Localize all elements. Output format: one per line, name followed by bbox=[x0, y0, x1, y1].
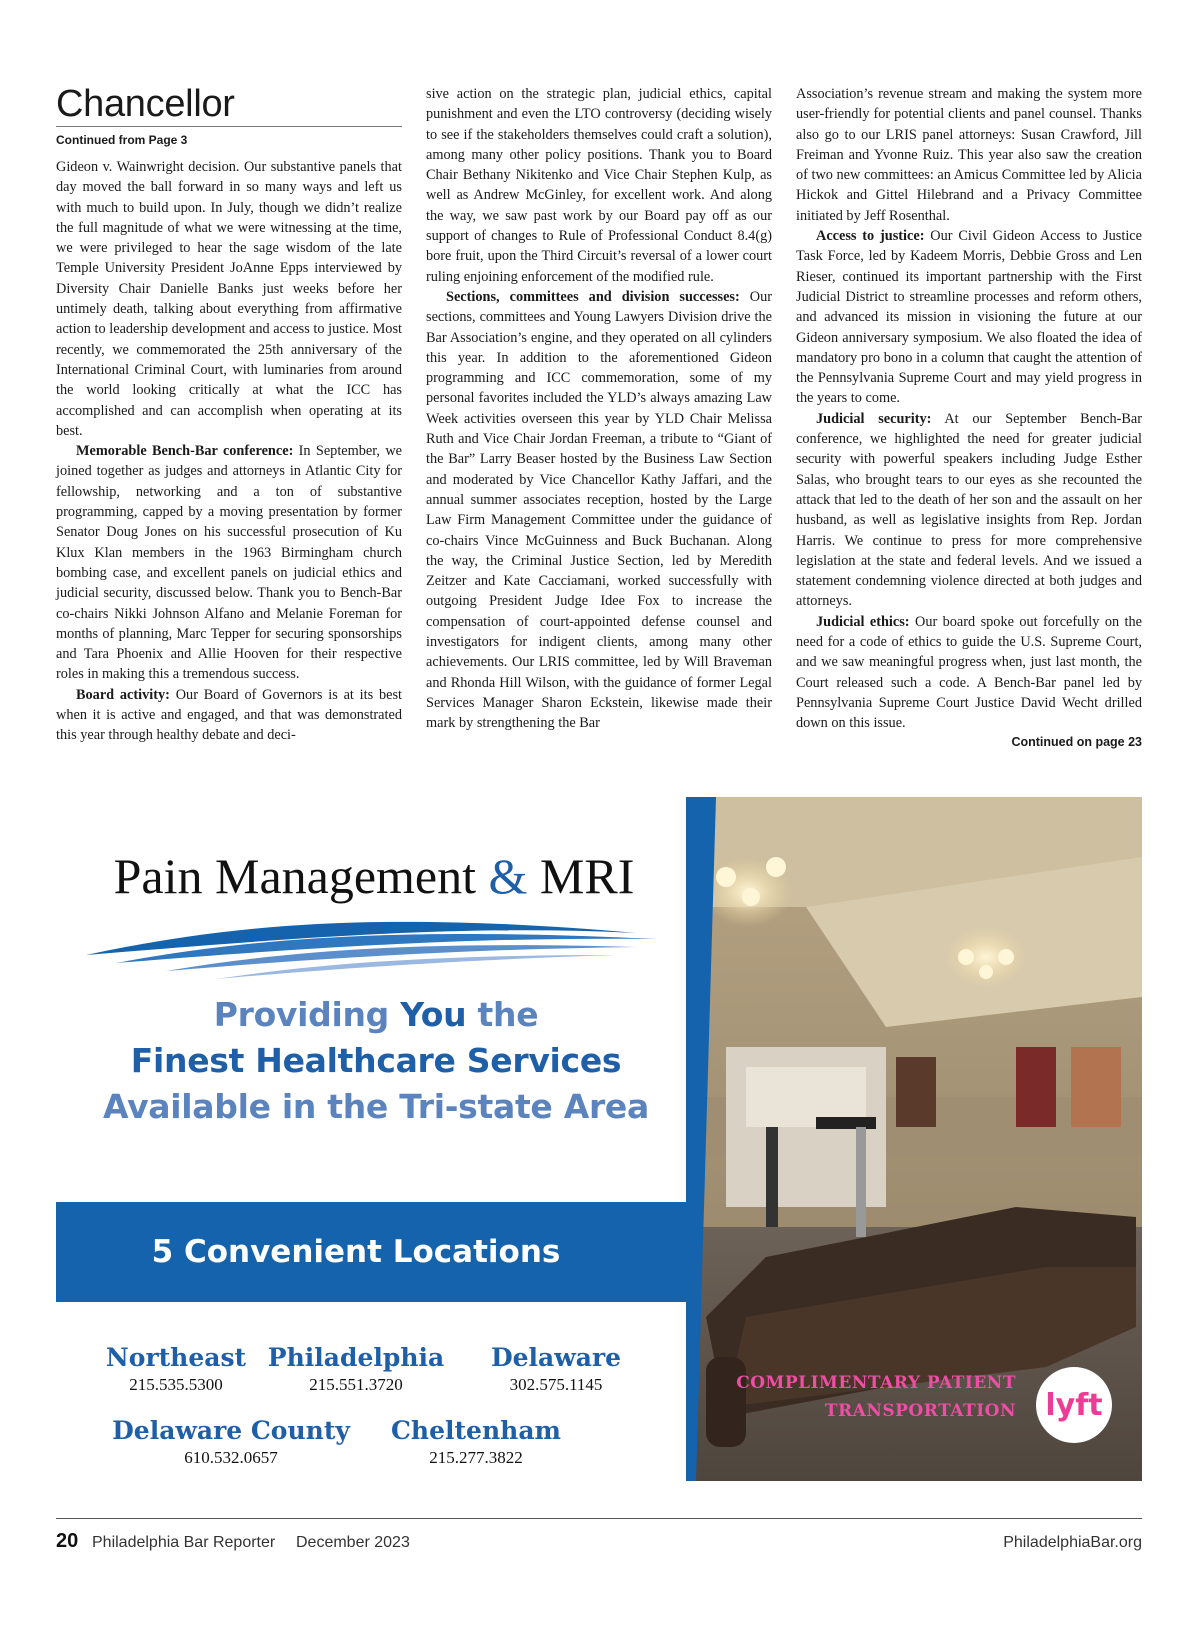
article-paragraph: sive action on the strategic plan, judicial ethics, capital punishment and even the LTO controversy (deciding wisely to see if the stakeholders themselves could craft a solution), among many other policy positions. Thank you to Board Chair Bethany Nikitenko and Vice Chair Stephen Kulp, as well as Andrew McGinley, for excellent work. And along the way, we saw past work by our Board pay off as our support of changes to Rule of Professional Conduct 8.4(g) bore fruit, upon the Third Circuit’s reversal of a lower court ruling enjoining enforcement of the modified rule. bbox=[426, 86, 772, 285]
wave-logo-icon bbox=[76, 915, 696, 985]
paragraph-lead: Access to justice: bbox=[816, 228, 925, 245]
article-paragraph: Sections, committees and division successes: Our sections, committees and Young Lawyers Division drive the Bar Association’s engine, and they operated on all cylinders this year. In addition to the aforementioned Gideon programming and ICC commemoration, some of my personal favorites included the YLD’s always amazing Law Week activities overseen this year by YLD Chair Melissa Ruth and Vice Chair Jordan Freeman, a tribute to “Giant of the Bar” Larry Beaser hosted by the Business Law Section and moderated by Vice Chancellor Kathy Jaffari, and the annual summer associates reception, hosted by the Large Law Firm Management Committee under the guidance of co-chairs Vince McGuinness and Buck Buchanan. Along the way, the Criminal Justice Section, led by Meredith Zeitzer and Kate Cacciamani, worked successfully with outgoing President Judge Idee Fox to increase the compensation of court-appointed defense counsel and investigators for indigent clients, among many other achievements. Our LRIS committee, led by Will Braveman and Rhonda Hill Wilson, with the guidance of former Legal Services Manager Sharon Eckstein, likewise made their mark by strengthening the Bar bbox=[426, 288, 772, 732]
article-paragraph: Gideon v. Wainwright decision. Our substantive panels that day moved the ball forward in so many ways and left us with much to build upon. In July, though we didn’t realize the full magnitude of what we were witnessing at the time, we were privileged to hear the sage wisdom of the late Temple University President JoAnne Epps interviewed by Diversity Chair Danielle Banks just weeks before her untimely death, talking about everything from affirmative action to leadership development and access to justice. Most recently, we commemorated the 25th anniversary of the International Criminal Court, with luminaries from around the world looking critically at what the ICC has accomplished and can accomplish when operating at its best. bbox=[56, 159, 402, 439]
article-paragraph: Board activity: Our Board of Governors is at its best when it is active and engaged, and that was demonstrated this year through healthy debate and deci- bbox=[56, 686, 402, 744]
location-philadelphia: Philadelphia 215.551.3720 bbox=[267, 1343, 445, 1394]
publication-name: Philadelphia Bar Reporter bbox=[92, 1534, 276, 1551]
article-column-2 bbox=[426, 84, 772, 734]
locations-banner: 5 Convenient Locations bbox=[56, 1202, 696, 1302]
location-cheltenham: Cheltenham 215.277.3822 bbox=[391, 1416, 561, 1467]
location-delaware: Delaware 302.575.1145 bbox=[490, 1343, 622, 1394]
ad-tagline: Providing You the Finest Healthcare Services Available in the Tri-state Area bbox=[103, 995, 649, 1126]
article-column-1 bbox=[56, 84, 402, 746]
paragraph-lead: Memorable Bench-Bar conference: bbox=[76, 443, 294, 460]
lyft-logo: lyft bbox=[1036, 1367, 1112, 1443]
continued-from-label: Continued from Page 3 bbox=[56, 133, 188, 147]
advertisement bbox=[56, 797, 1142, 1481]
location-northeast: Northeast 215.535.5300 bbox=[105, 1343, 247, 1394]
page-footer bbox=[56, 1528, 1142, 1558]
paragraph-lead: Sections, committees and division successes: bbox=[446, 288, 740, 305]
paragraph-lead: Board activity: bbox=[76, 686, 170, 703]
article-paragraph: Access to justice: Our Civil Gideon Access to Justice Task Force, led by Kadeem Morris, Debbie Gross and Len Rieser, continued its important partnership with the First Judicial District to streamline processes and reform others, and advanced its mission in visioning the future at our Gideon anniversary symposium. We also floated the idea of mandatory pro bono in a column that caught the attention of the Pennsylvania Supreme Court and may yield progress in the years to come. bbox=[796, 228, 1142, 407]
article-paragraph: Association’s revenue stream and making the system more user-friendly for potential clients and panel counsel. Thanks also go to our LRIS panel attorneys: Susan Crawford, Jill Freiman and Yvonne Ruiz. This year also saw the creation of two new committees: an Amicus Committee led by Alicia Hickok and Gittel Hilebrand and a Privacy Committee initiated by Jeff Rosenthal. bbox=[796, 86, 1142, 224]
article-paragraph: Judicial ethics: Our board spoke out forcefully on the need for a code of ethics to guide the U.S. Supreme Court, and we saw meaningful progress when, just last month, the Court released such a code. A Bench-Bar panel led by Pennsylvania Supreme Court Justice David Wecht drilled down on this issue. bbox=[796, 613, 1142, 732]
website-link[interactable]: PhiladelphiaBar.org bbox=[1003, 1534, 1142, 1551]
ad-photo-panel bbox=[686, 797, 1142, 1481]
article-paragraph: Memorable Bench-Bar conference: In September, we joined together as judges and attorneys in Atlantic City for fellowship, networking and a ton of substantive programming, capped by a moving presentation by former Senator Doug Jones on his successful prosecution of Ku Klux Klan members in the 1963 Birmingham church bombing case, and excellent panels on judicial ethics and judicial security, discussed below. Thank you to Bench-Bar co-chairs Nikki Johnson Alfano and Melanie Foreman for months of planning, Marc Tepper for securing sponsorships and Tara Phoenix and Allie Hooven for their respective roles in making this a tremendous success. bbox=[56, 443, 402, 683]
paragraph-lead: Judicial security: bbox=[816, 410, 932, 427]
continued-on-label: Continued on page 23 bbox=[1011, 734, 1142, 749]
paragraph-lead: Judicial ethics: bbox=[816, 613, 910, 630]
ad-brand-name: Pain Management & MRI bbox=[113, 848, 635, 904]
section-title: Chancellor bbox=[56, 84, 402, 127]
transportation-note: COMPLIMENTARY PATIENT TRANSPORTATION bbox=[736, 1373, 1016, 1421]
issue-date: December 2023 bbox=[296, 1534, 410, 1551]
ad-text-panel bbox=[56, 797, 696, 1481]
footer-divider bbox=[56, 1518, 1142, 1519]
location-delaware-county: Delaware County 610.532.0657 bbox=[112, 1416, 350, 1467]
article-column-3 bbox=[796, 84, 1142, 750]
page-number: 20 bbox=[56, 1530, 79, 1552]
article-paragraph: Judicial security: At our September Bench-Bar conference, we highlighted the need for greater judicial security with powerful speakers including Judge Esther Salas, who brought tears to our eyes as she recounted the attack that led to the death of her son and the assault on her husband, as well as legislative insights from Rep. Jordan Harris. We continue to press for more comprehensive legislation at the state and federal levels. And we issued a statement condemning violence directed at both judges and attorneys. bbox=[796, 410, 1142, 610]
